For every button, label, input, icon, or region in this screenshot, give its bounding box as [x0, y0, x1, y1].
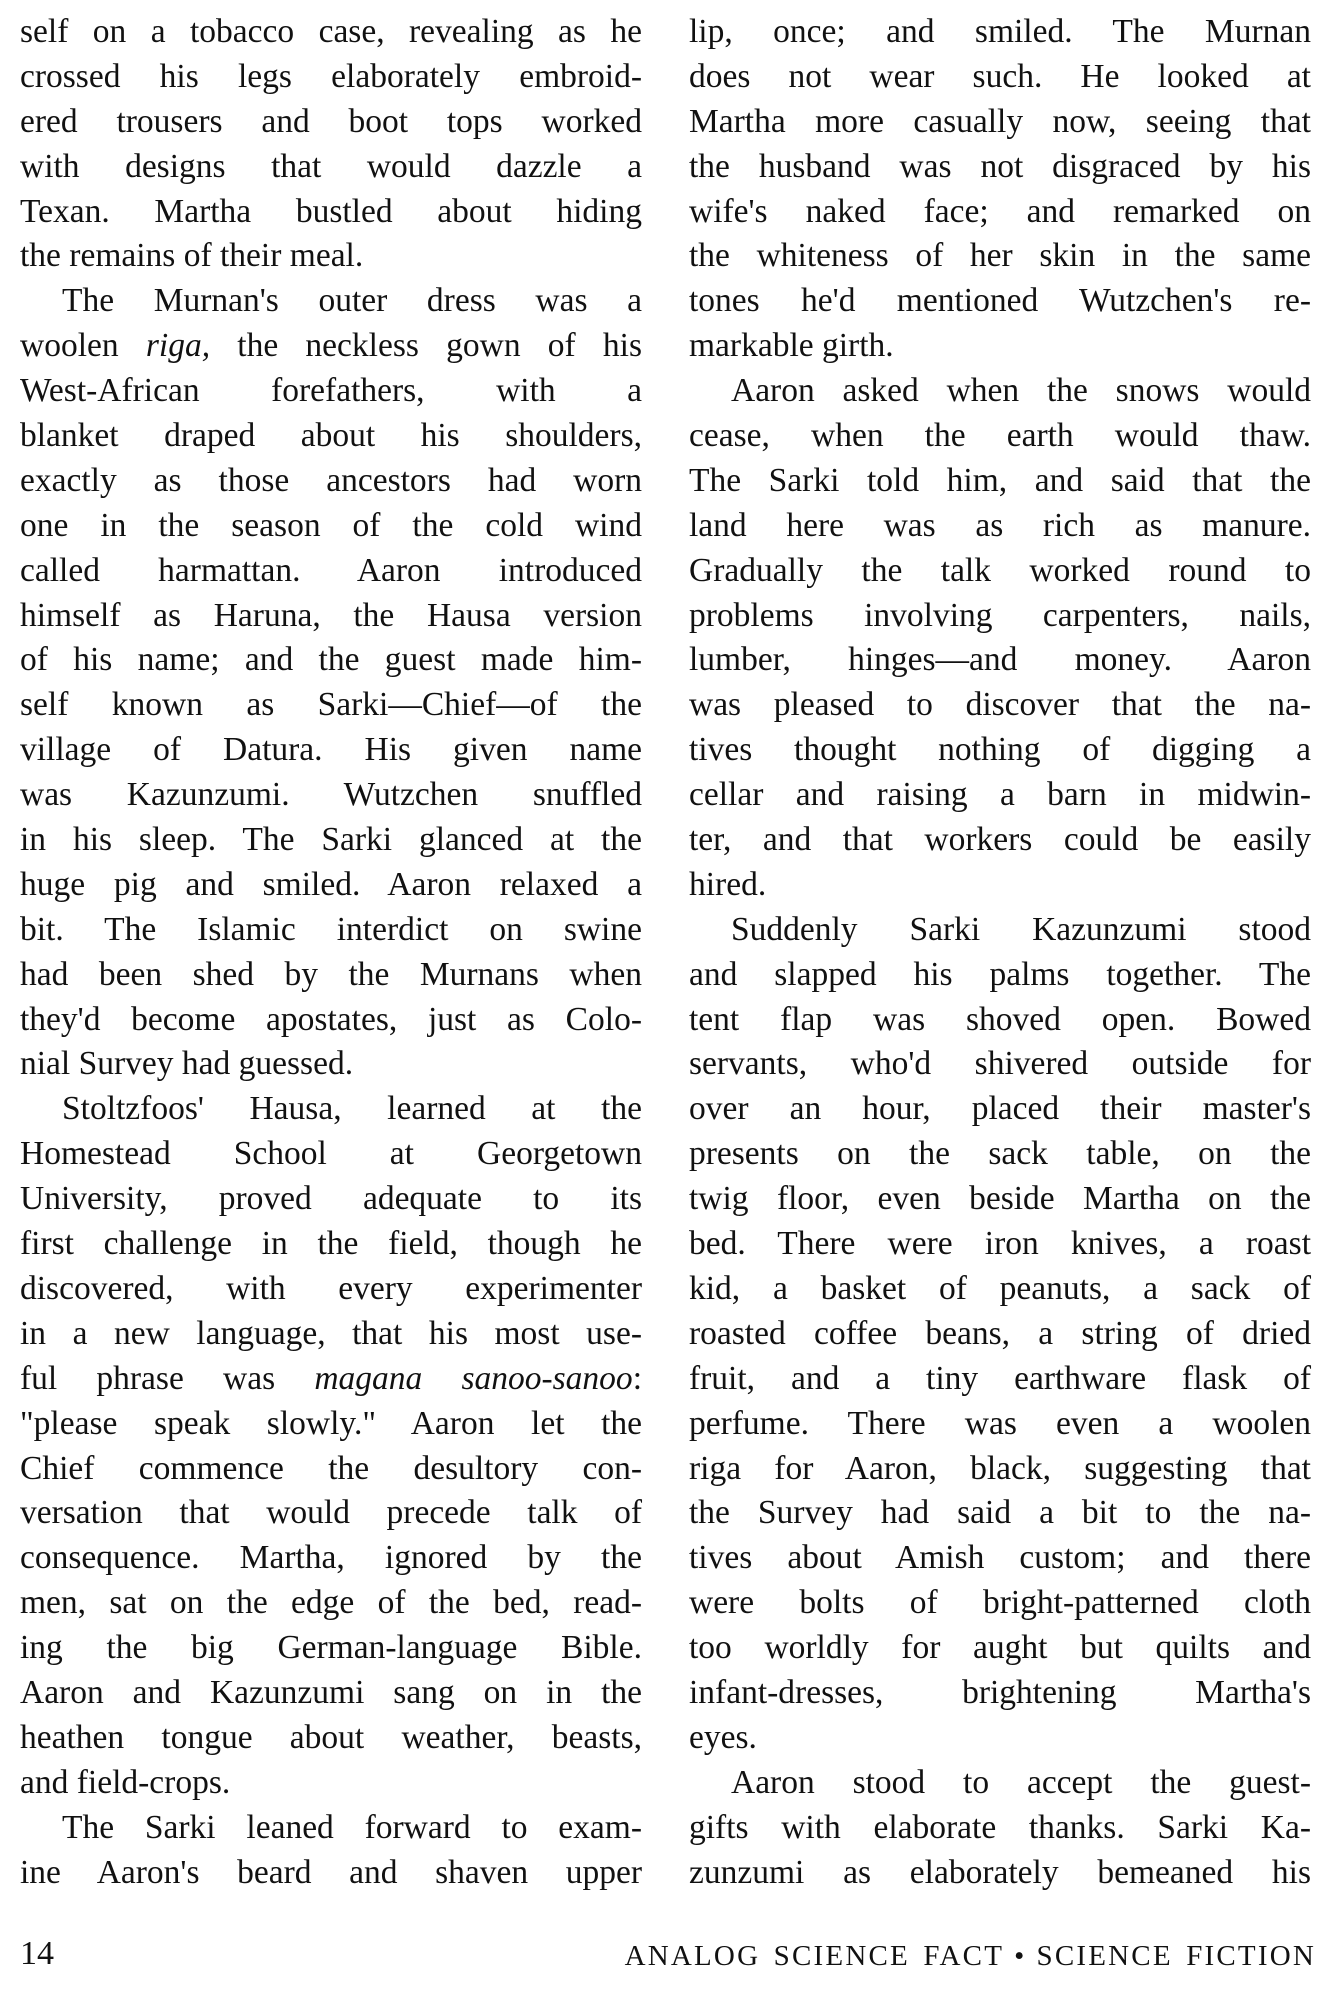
text-line: fruit, and a tiny earthware flask of — [689, 1359, 1311, 1397]
text-line: presents on the sack table, on the — [689, 1135, 1311, 1173]
text-column-left — [20, 10, 642, 1895]
text-line: versation that would precede talk of — [20, 1494, 642, 1532]
paragraph-first-line: Aaron stood to accept the guest- — [731, 1763, 1311, 1801]
text-line: men, sat on the edge of the bed, read- — [20, 1584, 642, 1622]
text-line: University, proved adequate to its — [20, 1180, 642, 1218]
text-run: woolen — [20, 327, 146, 365]
text-line: The Sarki told him, and said that the — [689, 461, 1311, 499]
text-line: were bolts of bright-patterned cloth — [689, 1584, 1311, 1622]
text-line: ine Aaron's beard and shaven upper — [20, 1853, 642, 1891]
text-line: hired. — [689, 865, 767, 903]
text-line: bit. The Islamic interdict on swine — [20, 910, 642, 948]
text-line: the husband was not disgraced by his — [689, 147, 1311, 185]
text-run: : — [632, 1359, 642, 1397]
text-line: riga for Aaron, black, suggesting that — [689, 1449, 1311, 1487]
text-line: consequence. Martha, ignored by the — [20, 1539, 642, 1577]
text-line: discovered, with every experimenter — [20, 1269, 642, 1307]
text-line: heathen tongue about weather, beasts, — [20, 1718, 642, 1756]
text-line: roasted coffee beans, a string of dried — [689, 1314, 1311, 1352]
text-line: with designs that would dazzle a — [20, 147, 642, 185]
text-line: nial Survey had guessed. — [20, 1045, 354, 1083]
running-title-part: SCIENCE FICTION — [1036, 1940, 1316, 1972]
text-run: ful phrase was — [20, 1359, 315, 1397]
text-line: wife's naked face; and remarked on — [689, 192, 1311, 230]
text-line: gifts with elaborate thanks. Sarki Ka- — [689, 1808, 1311, 1846]
text-line: zunzumi as elaborately bemeaned his — [689, 1853, 1311, 1891]
paragraph-first-line: Aaron asked when the snows would — [731, 372, 1311, 410]
page-footer — [20, 1934, 1316, 1978]
text-line: servants, who'd shivered outside for — [689, 1045, 1311, 1083]
text-line: tones he'd mentioned Wutzchen's re- — [689, 282, 1311, 320]
text-column-right — [689, 10, 1311, 1895]
italic-foreign-term: riga, — [145, 327, 211, 365]
text-line: cellar and raising a barn in midwin- — [689, 776, 1311, 814]
text-line — [20, 1357, 642, 1402]
text-run: the neckless gown of his — [210, 327, 643, 365]
text-line: does not wear such. He looked at — [689, 57, 1311, 95]
text-line: the Survey had said a bit to the na- — [689, 1494, 1311, 1532]
text-line: Chief commence the desultory con- — [20, 1449, 642, 1487]
text-line: eyes. — [689, 1718, 757, 1756]
text-line: land here was as rich as manure. — [689, 506, 1311, 544]
text-line: Texan. Martha bustled about hiding — [20, 192, 642, 230]
text-line: self on a tobacco case, revealing as he — [20, 13, 642, 50]
text-line: markable girth. — [689, 327, 894, 365]
text-line: in a new language, that his most use- — [20, 1314, 642, 1352]
text-line: village of Datura. His given name — [20, 731, 642, 769]
text-line: huge pig and smiled. Aaron relaxed a — [20, 865, 642, 903]
text-line: cease, when the earth would thaw. — [689, 417, 1311, 455]
text-line: perfume. There was even a woolen — [689, 1404, 1311, 1442]
paragraph-first-line: Suddenly Sarki Kazunzumi stood — [731, 910, 1311, 948]
text-line: tent flap was shoved open. Bowed — [689, 1000, 1311, 1038]
text-line — [20, 324, 642, 369]
text-line: ered trousers and boot tops worked — [20, 102, 642, 140]
text-line: was Kazunzumi. Wutzchen snuffled — [20, 776, 642, 814]
text-line: himself as Haruna, the Hausa version — [20, 596, 642, 634]
text-line: Homestead School at Georgetown — [20, 1135, 642, 1173]
paragraph-first-line: The Murnan's outer dress was a — [62, 282, 642, 320]
text-line: tives thought nothing of digging a — [689, 731, 1311, 769]
text-line: the remains of their meal. — [20, 237, 364, 275]
running-title-part: ANALOG SCIENCE FACT — [624, 1940, 1005, 1972]
text-line: self known as Sarki—Chief—of the — [20, 686, 642, 724]
text-line: the whiteness of her skin in the same — [689, 237, 1311, 275]
text-line: lumber, hinges—and money. Aaron — [689, 641, 1311, 679]
text-line: too worldly for aught but quilts and — [689, 1629, 1311, 1667]
text-line: West-African forefathers, with a — [20, 372, 642, 410]
text-line: Martha more casually now, seeing that — [689, 102, 1311, 140]
text-line: in his sleep. The Sarki glanced at the — [20, 821, 642, 859]
text-line: they'd become apostates, just as Colo- — [20, 1000, 642, 1038]
italic-foreign-term: magana sanoo-sanoo — [314, 1359, 633, 1397]
text-line: was pleased to discover that the na- — [689, 686, 1311, 724]
text-line: ing the big German-language Bible. — [20, 1629, 642, 1667]
text-line: exactly as those ancestors had worn — [20, 461, 642, 499]
text-line: bed. There were iron knives, a roast — [689, 1225, 1311, 1263]
text-line: problems involving carpenters, nails, — [689, 596, 1311, 634]
text-line: kid, a basket of peanuts, a sack of — [689, 1269, 1311, 1307]
paragraph-first-line: The Sarki leaned forward to exam- — [62, 1808, 642, 1846]
text-line: ter, and that workers could be easily — [689, 821, 1311, 859]
text-line: tives about Amish custom; and there — [689, 1539, 1311, 1577]
text-line: called harmattan. Aaron introduced — [20, 551, 642, 589]
text-line: of his name; and the guest made him- — [20, 641, 642, 679]
text-line: lip, once; and smiled. The Murnan — [689, 13, 1311, 50]
bullet-separator-icon: • — [1014, 1940, 1027, 1972]
text-line: crossed his legs elaborately embroid- — [20, 57, 642, 95]
text-line: over an hour, placed their master's — [689, 1090, 1311, 1128]
text-line: had been shed by the Murnans when — [20, 955, 642, 993]
text-line: "please speak slowly." Aaron let the — [20, 1404, 642, 1442]
text-line: Aaron and Kazunzumi sang on in the — [20, 1673, 642, 1711]
page-number: 14 — [20, 1935, 54, 1972]
text-line: infant-dresses, brightening Martha's — [689, 1673, 1311, 1711]
running-title — [625, 1938, 1316, 1974]
text-line: twig floor, even beside Martha on the — [689, 1180, 1311, 1218]
text-line: and field-crops. — [20, 1763, 231, 1801]
paragraph-first-line: Stoltzfoos' Hausa, learned at the — [62, 1090, 642, 1128]
text-line: first challenge in the field, though he — [20, 1225, 642, 1263]
text-line: blanket draped about his shoulders, — [20, 417, 642, 455]
text-line: Gradually the talk worked round to — [689, 551, 1311, 589]
text-line: one in the season of the cold wind — [20, 506, 642, 544]
text-line: and slapped his palms together. The — [689, 955, 1311, 993]
